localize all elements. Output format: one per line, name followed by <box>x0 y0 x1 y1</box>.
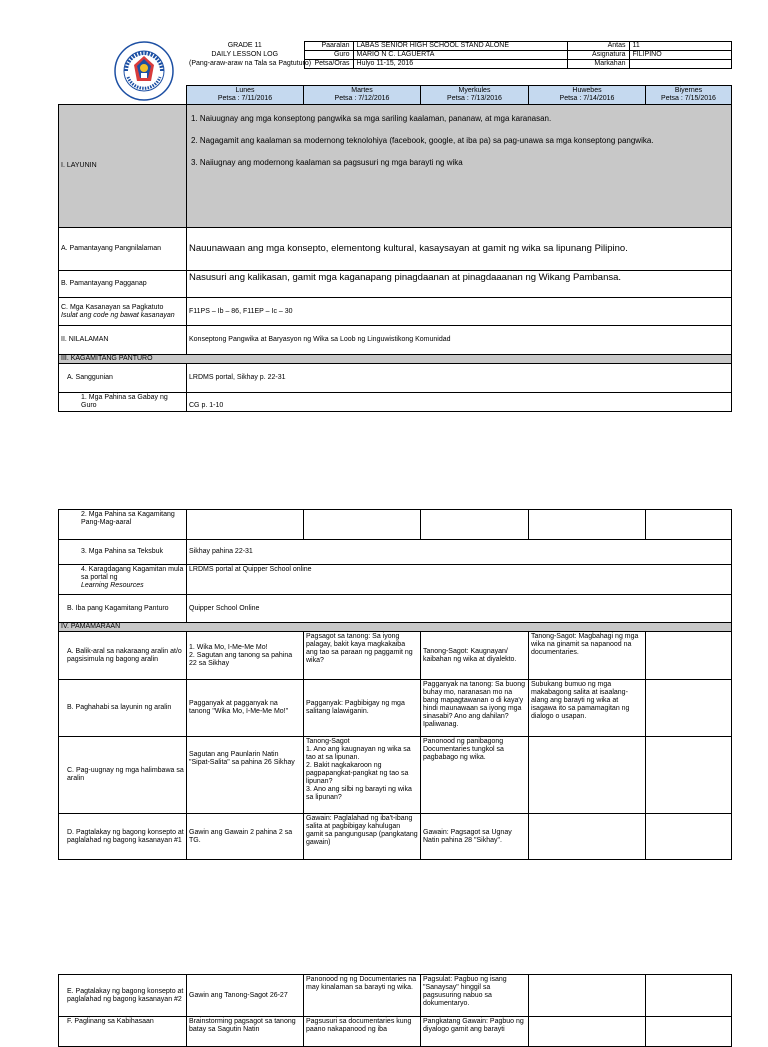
layunin-content <box>187 105 732 228</box>
paglinang-martes: Pagsusuri sa documentaries kung paano nakapanood ng iba <box>304 1017 421 1047</box>
pamantayang-pagganap-label: B. Pamantayang Pagganap <box>59 271 187 298</box>
markahan-value <box>629 60 731 69</box>
pamantayang-pagganap-value: Nasusuri ang kalikasan, gamit mga kaganapang pinagdaanan at pinagdaaanan ng Wikang Pambansa. <box>187 271 732 298</box>
pagtalakay-2-label: E. Pagtalakay ng bagong konsepto at paglalahad ng bagong kasanayan #2 <box>59 975 187 1017</box>
guro-label: Guro <box>304 51 353 60</box>
pagtalakay-2-myerkules: Pagsulat: Pagbuo ng isang "Sanaysay" hinggil sa pagsusuring nabuo sa dokumentaryo. <box>421 975 529 1017</box>
sanggunian-value: LRDMS portal, Sikhay p. 22-31 <box>187 364 732 393</box>
gabay-guro-value: CG p. 1-10 <box>187 393 732 412</box>
pagtalakay-1-biyernes <box>646 814 732 860</box>
paglinang-label: F. Paglinang sa Kabihasaan <box>59 1017 187 1047</box>
day-header-lunes: Lunes Petsa : 7/11/2016 <box>187 86 304 105</box>
day-header-myerkules: Myerkules Petsa : 7/13/2016 <box>421 86 529 105</box>
kasanayan-code: F11PS – Ib – 86, F11EP – Ic – 30 <box>187 298 732 326</box>
pagtalakay-2-huwebes <box>529 975 646 1017</box>
paglinang-lunes: Brainstorming pagsagot sa tanong batay sa Sagutin Natin <box>187 1017 304 1047</box>
karagdagang-kagamitan-label: 4. Karagdagang Kagamitan mula sa portal ng Learning Resources <box>59 565 187 595</box>
paaralan-value: LABAS SENIOR HIGH SCHOOL STAND ALONE <box>353 42 567 51</box>
teksbuk-label: 3. Mga Pahina sa Teksbuk <box>59 540 187 565</box>
paghahabi-huwebes: Subukang bumuo ng mga makabagong salita at isaalang-alang ang barayti ng wika at isagawa ito sa pamamagitan ng dialogo o usapan. <box>529 680 646 737</box>
paaralan-label: Paaralan <box>304 42 353 51</box>
paglinang-huwebes <box>529 1017 646 1047</box>
header-table <box>186 41 732 69</box>
nilalaman-value: Konseptong Pangwika at Baryasyon ng Wika sa Loob ng Linguwistikong Komunidad <box>187 326 732 355</box>
nilalaman-label: II. NILALAMAN <box>59 326 187 355</box>
kagamitan-label: III. KAGAMITANG PANTURO <box>59 355 732 364</box>
pamantayang-pangnilalaman-label: A. Pamantayang Pangnilalaman <box>59 228 187 271</box>
asignatura-value: FILIPINO <box>629 51 731 60</box>
kagamitang-pang-mag-aaral-label: 2. Mga Pahina sa Kagamitang Pang-Mag-aaral <box>59 510 187 540</box>
lesson-log-section-3 <box>0 974 768 1033</box>
pagtalakay-1-huwebes <box>529 814 646 860</box>
iba-pang-kagamitan-value: Quipper School Online <box>187 595 732 623</box>
paghahabi-lunes: Pagganyak at pagganyak na tanong "Wika Mo, I-Me-Me Mo!" <box>187 680 304 737</box>
pagtalakay-1-lunes: Gawin ang Gawain 2 pahina 2 sa TG. <box>187 814 304 860</box>
markahan-label: Markahan <box>567 60 629 69</box>
balik-aral-label: A. Balik-aral sa nakaraang aralin at/o pagsisimula ng bagong aralin <box>59 632 187 680</box>
paghahabi-biyernes <box>646 680 732 737</box>
paghahabi-martes: Pagganyak: Pagbibigay ng mga salitang lalawiganin. <box>304 680 421 737</box>
balik-aral-martes: Pagsagot sa tanong: Sa iyong palagay, bakit kaya magkakaiba ang tao sa paraan ng paggamit ng wika? <box>304 632 421 680</box>
pagtalakay-2-biyernes <box>646 975 732 1017</box>
petsa-label: Petsa/Oras <box>304 60 353 69</box>
kasanayan-label: C. Mga Kasanayan sa Pagkatuto Isulat ang code ng bawat kasanayan <box>59 298 187 326</box>
pag-uugnay-huwebes <box>529 737 646 814</box>
main-table-3 <box>58 974 732 1047</box>
day-header-martes: Martes Petsa : 7/12/2016 <box>304 86 421 105</box>
pag-uugnay-martes: Tanong-Sagot 1. Ano ang kaugnayan ng wika sa tao at sa lipunan. 2. Bakit nagkakaroon ng pagpapangkat-pangkat ng tao sa lipunan? 3. Ano ang silbi ng barayti ng wika sa lipunan? <box>304 737 421 814</box>
header-title-line2: DAILY LESSON LOG <box>211 50 279 58</box>
gabay-guro-label: 1. Mga Pahina sa Gabay ng Guro <box>59 393 187 412</box>
pagtalakay-2-martes: Panonood ng ng Documentaries na may kinalaman sa barayti ng wika. <box>304 975 421 1017</box>
balik-aral-huwebes: Tanong-Sagot: Magbahagi ng mga wika na ginamit sa napanood na documentaries. <box>529 632 646 680</box>
antas-value: 11 <box>629 42 731 51</box>
pamantayang-pangnilalaman-value: Nauunawaan ang mga konsepto, elementong kultural, kasaysayan at gamit ng wika sa lipunang Pilipino. <box>187 228 732 271</box>
day-header-biyernes: Biyernes Petsa : 7/15/2016 <box>646 86 732 105</box>
antas-label: Antas <box>567 42 629 51</box>
pagtalakay-1-myerkules: Gawain: Pagsagot sa Ugnay Natin pahina 28 "Sikhay". <box>421 814 529 860</box>
iba-pang-kagamitan-label: B. Iba pang Kagamitang Panturo <box>59 595 187 623</box>
balik-aral-myerkules: Tanong-Sagot: Kaugnayan/ kaibahan ng wika at diyalekto. <box>421 632 529 680</box>
day-header-huwebes: Huwebes Petsa : 7/14/2016 <box>529 86 646 105</box>
layunin-item: 3. Naiiugnay ang modernong kaalaman sa pagsusuri ng mga barayti ng wika <box>191 158 463 167</box>
asignatura-label: Asignatura <box>567 51 629 60</box>
guro-value: MARIO N C. LAGUERTA <box>353 51 567 60</box>
pag-uugnay-lunes: Sagutan ang Paunlarin Natin "Sipat-Salita" sa pahina 26 Sikhay <box>187 737 304 814</box>
petsa-value: Hulyo 11-15, 2016 <box>353 60 567 69</box>
pag-uugnay-biyernes <box>646 737 732 814</box>
header-title-line1: GRADE 11 <box>227 41 262 49</box>
header-title-line3: (Pang-araw-araw na Tala sa Pagtuturo) <box>189 59 312 67</box>
paghahabi-label: B. Paghahabi sa layunin ng aralin <box>59 680 187 737</box>
main-table-1 <box>58 85 732 412</box>
paglinang-biyernes <box>646 1017 732 1047</box>
paglinang-myerkules: Pangkatang Gawain: Pagbuo ng diyalogo gamit ang barayti <box>421 1017 529 1047</box>
layunin-item: 1. Naiuugnay ang mga konseptong pangwika sa mga sariling kaalaman, pananaw, at mga karanasan. <box>191 114 552 123</box>
layunin-label: I. LAYUNIN <box>59 105 187 228</box>
pagtalakay-2-lunes: Gawin ang Tanong-Sagot 26-27 <box>187 975 304 1017</box>
main-table-2 <box>58 509 732 860</box>
teksbuk-value: Sikhay pahina 22-31 <box>187 540 732 565</box>
layunin-item: 2. Nagagamit ang kaalaman sa modernong teknolohiya (facebook, google, at iba pa) sa pag-unawa sa mga konseptong pangwika. <box>191 136 654 145</box>
karagdagang-kagamitan-value: LRDMS portal at Quipper School online <box>187 565 732 595</box>
balik-aral-lunes: 1. Wika Mo, I-Me-Me Mo! 2. Sagutan ang tanong sa pahina 22 sa Sikhay <box>187 632 304 680</box>
pamamaraan-label: IV. PAMAMARAAN <box>59 623 732 632</box>
paghahabi-myerkules: Pagganyak na tanong: Sa buong buhay mo, naranasan mo na bang mapagtawanan o di kaya'y hindi maunawaan sa iyong mga sinasabi? Ano ang dahilan? Ipaliwanag. <box>421 680 529 737</box>
pag-uugnay-myerkules: Panonood ng panibagong Documentaries tungkol sa pagbabago ng wika. <box>421 737 529 814</box>
pag-uugnay-label: C. Pag-uugnay ng mga halimbawa sa aralin <box>59 737 187 814</box>
balik-aral-biyernes <box>646 632 732 680</box>
pagtalakay-1-martes: Gawain: Paglalahad ng iba't-ibang salita at pagbibigay kahulugan gamit sa pangungusap (pangkatang gawain) <box>304 814 421 860</box>
pagtalakay-1-label: D. Pagtalakay ng bagong konsepto at paglalahad ng bagong kasanayan #1 <box>59 814 187 860</box>
sanggunian-label: A. Sanggunian <box>59 364 187 393</box>
